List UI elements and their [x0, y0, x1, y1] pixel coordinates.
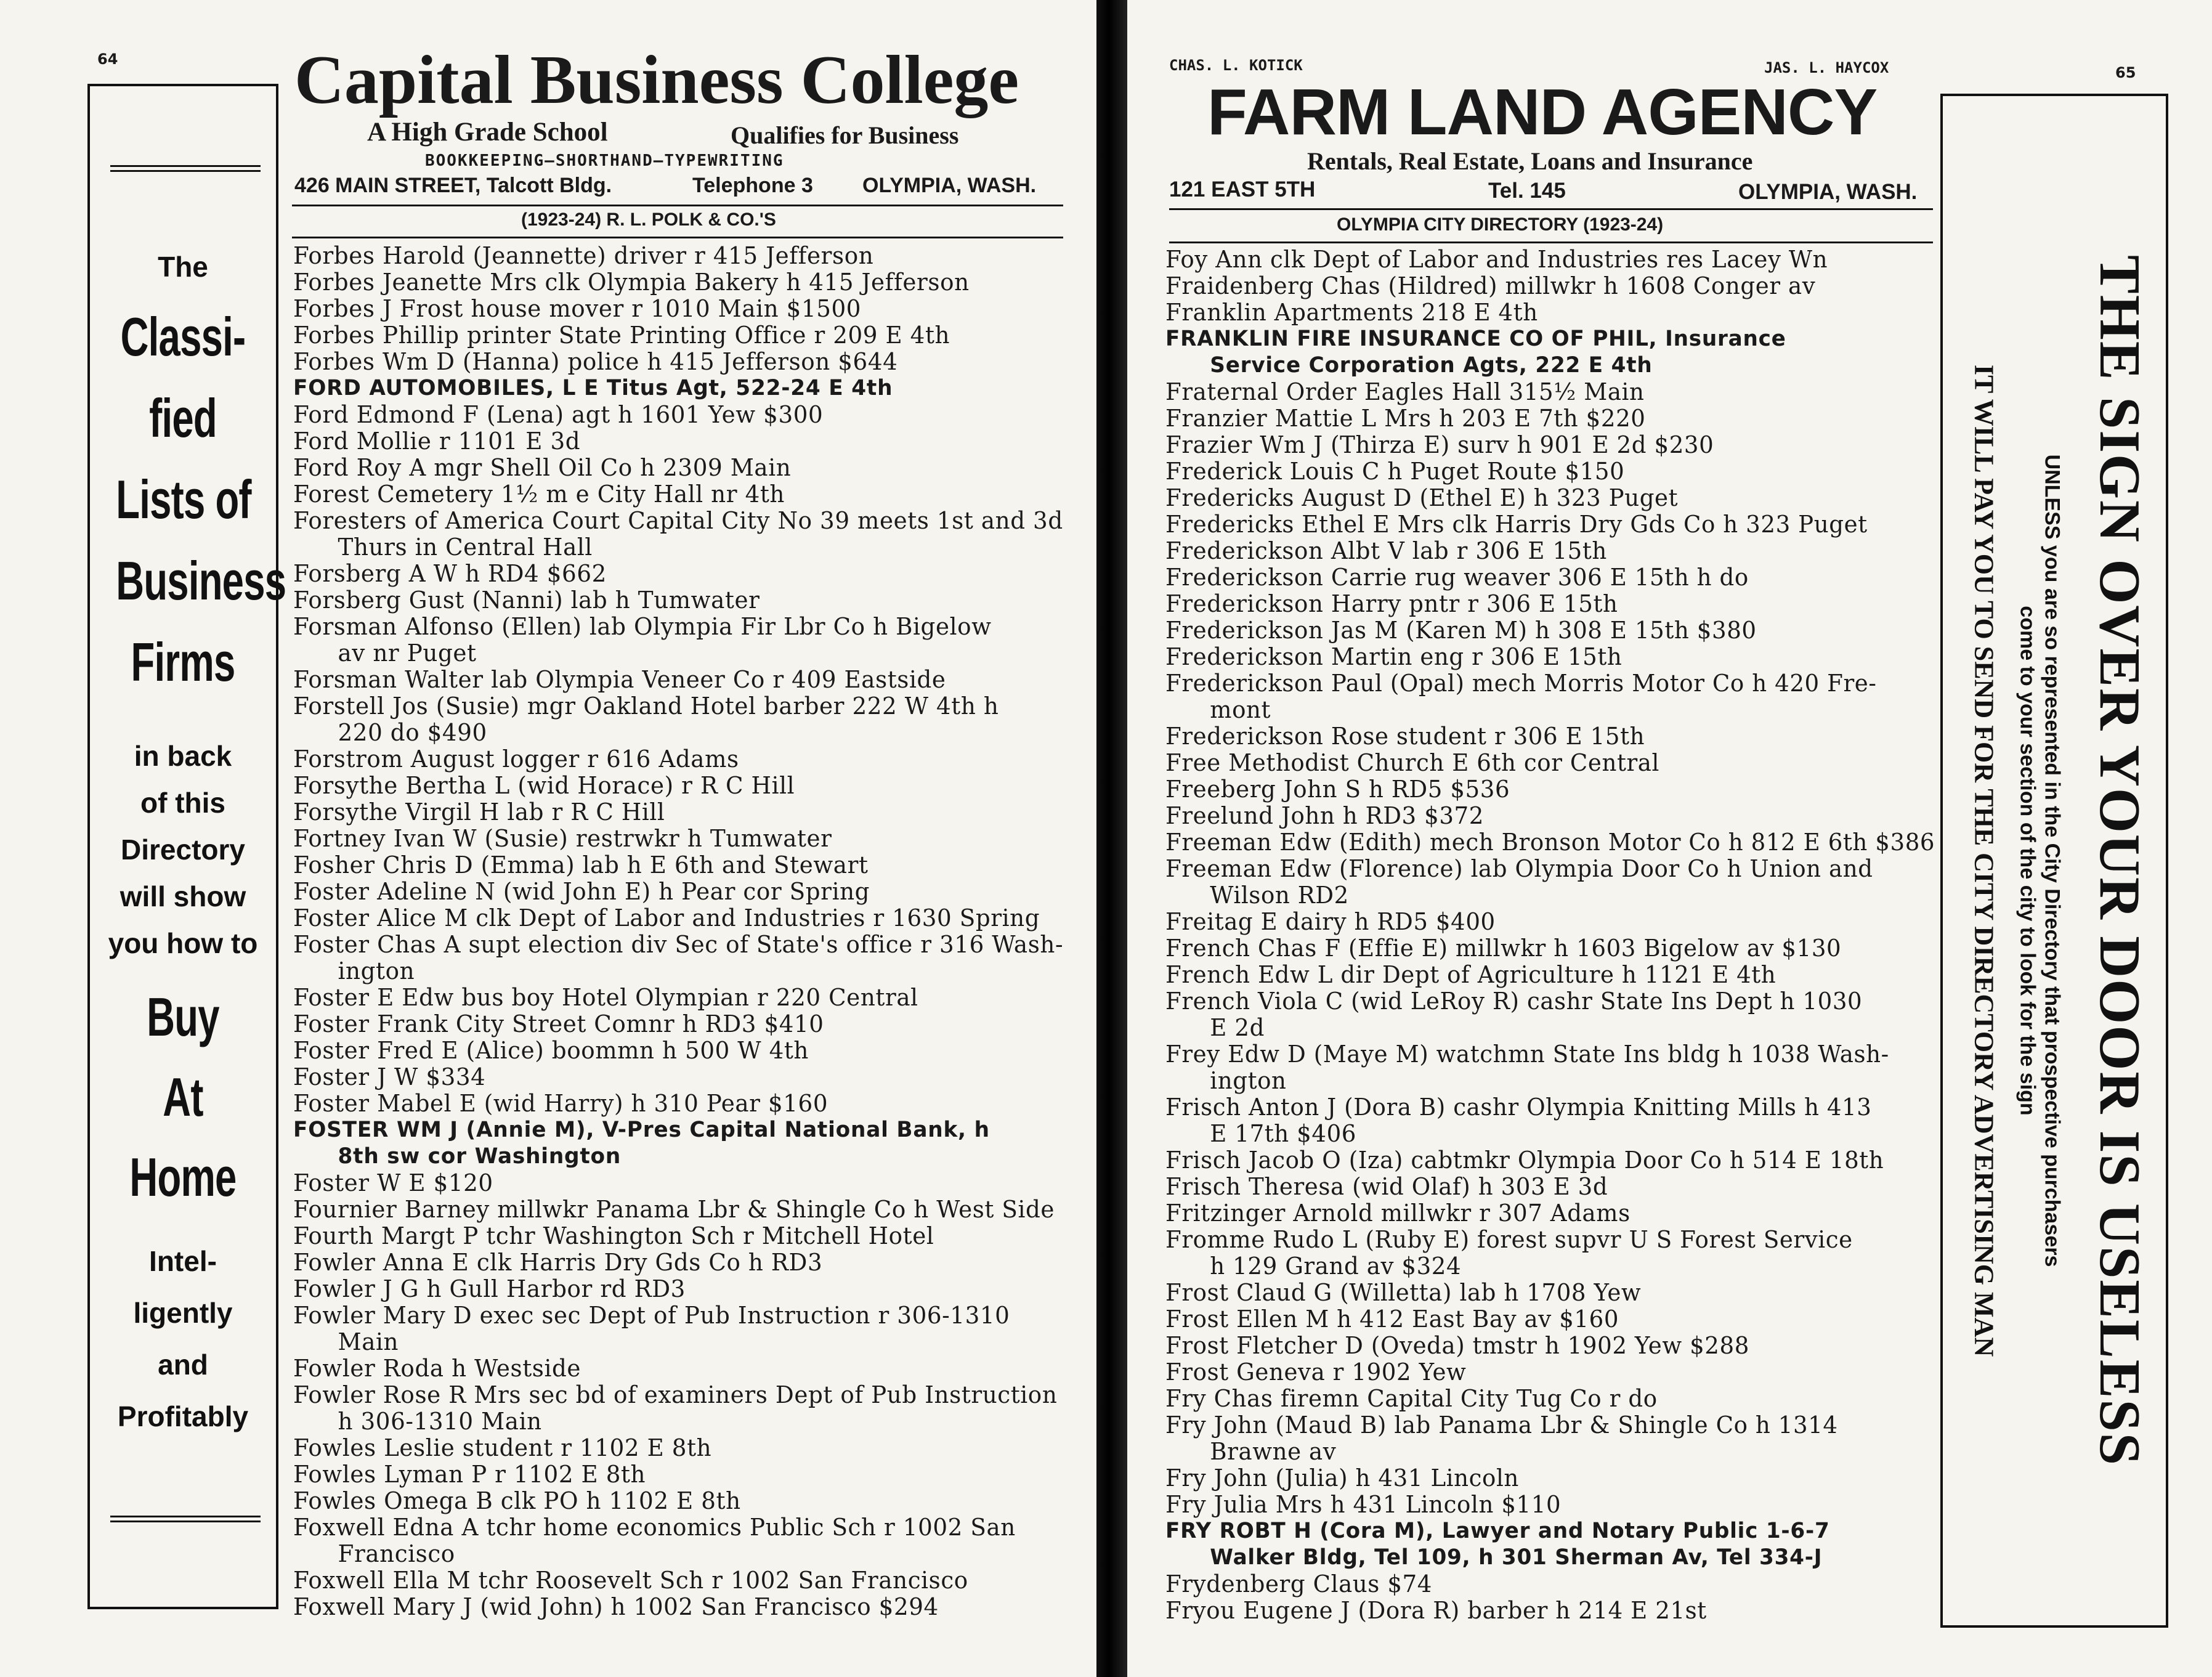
directory-entry-continuation: 8th sw cor Washington [338, 1144, 622, 1169]
directory-entry-continuation: Brawne av [1210, 1438, 1337, 1465]
directory-entry: Forsman Walter lab Olympia Veneer Co r 409 Eastside [293, 666, 946, 693]
college-address: 426 MAIN STREET, Talcott Bldg. [294, 174, 612, 197]
directory-entry: Fritzinger Arnold millwkr r 307 Adams [1165, 1200, 1631, 1227]
directory-entry: Fowler Rose R Mrs sec bd of examiners Dept of Pub Instruction [293, 1381, 1058, 1408]
directory-entry: Foster Adeline N (wid John E) h Pear cor Spring [293, 878, 870, 905]
directory-entry: Forsberg Gust (Nanni) lab h Tumwater [293, 587, 760, 614]
ad-line: Intel- [149, 1245, 217, 1277]
directory-entry: Forbes Wm D (Hanna) police h 415 Jefferson $644 [293, 348, 898, 375]
sign-line-come: come to your section of the city to look for the sign [2016, 606, 2040, 1116]
directory-entry: Fowler Mary D exec sec Dept of Pub Instruction r 306-1310 [293, 1302, 1010, 1329]
directory-entry: French Viola C (wid LeRoy R) cashr State Ins Dept h 1030 [1165, 988, 1863, 1015]
ad-line: Lists of [116, 469, 251, 530]
ad-line: Classi- [120, 306, 246, 367]
directory-entry-continuation: h 306-1310 Main [338, 1408, 542, 1435]
directory-entry-continuation: Thurs in Central Hall [338, 534, 593, 561]
college-tagline: A High Grade School [367, 118, 608, 147]
directory-entry: Fowles Omega B clk PO h 1102 E 8th [293, 1487, 741, 1514]
directory-entry: Fry Julia Mrs h 431 Lincoln $110 [1165, 1491, 1562, 1518]
header-rule [292, 205, 1063, 206]
agency-city: OLYMPIA, WASH. [1738, 180, 1918, 204]
sign-ad-box [1940, 94, 2168, 1628]
directory-entry: Fowler Roda h Westside [293, 1355, 581, 1382]
directory-entry: Fryou Eugene J (Dora R) barber h 214 E 21st [1165, 1597, 1707, 1624]
agent-name-left: CHAS. L. KOTICK [1169, 57, 1303, 74]
directory-entry: Forstell Jos (Susie) mgr Oakland Hotel barber 222 W 4th h [293, 692, 999, 720]
directory-entry: Freitag E dairy h RD5 $400 [1165, 908, 1496, 935]
directory-entry: Foster Chas A supt election div Sec of State's office r 316 Wash- [293, 931, 1064, 958]
directory-entry: Fraidenberg Chas (Hildred) millwkr h 1608 Conger av [1165, 272, 1816, 299]
sign-line-unless: UNLESS you are so represented in the City Directory that prospective purchasers [2040, 454, 2064, 1267]
directory-entry: French Chas F (Effie E) millwkr h 1603 Bigelow av $130 [1165, 935, 1842, 962]
directory-entry: Forstrom August logger r 616 Adams [293, 745, 739, 773]
page-number: 65 [2115, 64, 2136, 81]
directory-entry: Frisch Anton J (Dora B) cashr Olympia Knitting Mills h 413 [1165, 1094, 1872, 1121]
directory-entry: Frazier Wm J (Thirza E) surv h 901 E 2d $230 [1165, 431, 1714, 458]
agent-name-right: JAS. L. HAYCOX [1764, 59, 1889, 76]
ad-line: Buy [147, 986, 219, 1047]
left-page [0, 0, 1096, 1677]
directory-entry: Franzier Mattie L Mrs h 203 E 7th $220 [1165, 405, 1646, 432]
running-head: (1923-24) R. L. POLK & CO.'S [521, 209, 776, 230]
classified-ad-box [87, 84, 286, 1609]
directory-entry: Fry John (Maud B) lab Panama Lbr & Shingle Co h 1314 [1165, 1411, 1838, 1439]
directory-entry: Foster Alice M clk Dept of Labor and Industries r 1630 Spring [293, 904, 1040, 932]
ad-line: The [158, 251, 208, 283]
ad-line: fied [149, 388, 217, 449]
directory-entry: Forest Cemetery 1½ m e City Hall nr 4th [293, 481, 785, 508]
directory-entry: Frost Geneva r 1902 Yew [1165, 1358, 1467, 1386]
directory-entry: Frey Edw D (Maye M) watchmn State Ins bldg h 1038 Wash- [1165, 1041, 1889, 1068]
directory-entry-continuation: E 2d [1210, 1014, 1265, 1041]
directory-entry: Ford Edmond F (Lena) agt h 1601 Yew $300 [293, 401, 824, 428]
directory-entry: Freeman Edw (Florence) lab Olympia Door Co h Union and [1165, 855, 1873, 882]
ad-double-rule [110, 165, 261, 172]
agency-telephone: Tel. 145 [1488, 179, 1566, 203]
ad-line: Business [116, 550, 286, 611]
directory-entry: Foxwell Edna A tchr home economics Public Sch r 1002 San [293, 1514, 1016, 1541]
directory-entry: FRANKLIN FIRE INSURANCE CO OF PHIL, Insurance [1165, 327, 1786, 351]
directory-entries-right [1165, 246, 1953, 1624]
directory-entry: Forsman Alfonso (Ellen) lab Olympia Fir Lbr Co h Bigelow [293, 613, 992, 640]
directory-entry-continuation: h 129 Grand av $324 [1210, 1253, 1462, 1280]
directory-entry-continuation: Francisco [338, 1540, 455, 1567]
directory-entry: Franklin Apartments 218 E 4th [1165, 299, 1538, 326]
directory-entry: Fredericks Ethel E Mrs clk Harris Dry Gds Co h 323 Puget [1165, 511, 1868, 538]
ad-line: will show [120, 880, 246, 912]
ad-line: you how to [108, 927, 258, 959]
directory-entry: Freeberg John S h RD5 $536 [1165, 776, 1510, 803]
agency-subtitle: Rentals, Real Estate, Loans and Insurance [1307, 147, 1753, 175]
directory-entry-continuation: Wilson RD2 [1210, 882, 1349, 909]
directory-entry: FOSTER WM J (Annie M), V-Pres Capital National Bank, h [293, 1118, 990, 1142]
header-rule [292, 237, 1063, 238]
directory-entry: Fowles Leslie student r 1102 E 8th [293, 1434, 712, 1461]
directory-entry: Frederick Louis C h Puget Route $150 [1165, 458, 1625, 485]
ad-line: Home [129, 1147, 237, 1208]
directory-entry: Freelund John h RD3 $372 [1165, 802, 1484, 829]
ad-line: ligently [133, 1297, 233, 1329]
college-telephone: Telephone 3 [692, 174, 813, 197]
directory-entry: Frisch Jacob O (Iza) cabtmkr Olympia Door Co h 514 E 18th [1165, 1147, 1884, 1174]
college-qualifies: Qualifies for Business [731, 121, 959, 149]
directory-entry-continuation: Walker Bldg, Tel 109, h 301 Sherman Av, Tel 334-J [1210, 1545, 1823, 1570]
directory-entry: Foster W E $120 [293, 1169, 493, 1196]
directory-entry: Foster J W $334 [293, 1063, 486, 1090]
sign-line-pay: IT WILL PAY YOU TO SEND FOR THE CITY DIRECTORY ADVERTISING MAN [1969, 364, 1999, 1357]
header-rule [1169, 242, 1933, 243]
ad-line: Firms [131, 631, 235, 692]
book-gutter [1096, 0, 1127, 1677]
right-page [1127, 0, 2212, 1677]
directory-entry: Fry Chas firemn Capital City Tug Co r do [1165, 1385, 1658, 1412]
directory-entry: Fraternal Order Eagles Hall 315½ Main [1165, 378, 1645, 405]
directory-entry: Foster E Edw bus boy Hotel Olympian r 220 Central [293, 984, 918, 1011]
sign-headline: THE SIGN OVER YOUR DOOR IS USELESS [2088, 255, 2152, 1466]
ad-line: in back [134, 740, 232, 772]
directory-entry: Forbes Jeanette Mrs clk Olympia Bakery h 415 Jefferson [293, 269, 970, 296]
directory-entry: Fowles Lyman P r 1102 E 8th [293, 1461, 646, 1488]
directory-entries-left [293, 243, 1079, 1620]
ad-line: Profitably [117, 1400, 249, 1432]
directory-entry: FRY ROBT H (Cora M), Lawyer and Notary Public 1-6-7 [1165, 1519, 1830, 1543]
directory-entry: Foxwell Ella M tchr Roosevelt Sch r 1002 San Francisco [293, 1567, 968, 1594]
directory-entry: Frederickson Paul (Opal) mech Morris Motor Co h 420 Fre- [1165, 670, 1877, 697]
directory-entry: Frederickson Jas M (Karen M) h 308 E 15th $380 [1165, 617, 1757, 644]
directory-entry: Frydenberg Claus $74 [1165, 1570, 1432, 1598]
directory-entry: Frederickson Martin eng r 306 E 15th [1165, 643, 1623, 670]
directory-entry-continuation: Service Corporation Agts, 222 E 4th [1210, 353, 1653, 378]
directory-entry: Frost Fletcher D (Oveda) tmstr h 1902 Yew $288 [1165, 1332, 1749, 1359]
directory-entry: Fowler J G h Gull Harbor rd RD3 [293, 1275, 686, 1302]
directory-entry: Frost Claud G (Willetta) lab h 1708 Yew [1165, 1279, 1642, 1306]
directory-entry: Forbes Phillip printer State Printing Office r 209 E 4th [293, 322, 950, 349]
directory-entry: Fournier Barney millwkr Panama Lbr & Shingle Co h West Side [293, 1196, 1055, 1223]
ad-line: of this [140, 787, 225, 819]
directory-entry: Frisch Theresa (wid Olaf) h 303 E 3d [1165, 1173, 1608, 1200]
directory-entry: Fowler Anna E clk Harris Dry Gds Co h RD3 [293, 1249, 823, 1276]
directory-entry: Fortney Ivan W (Susie) restrwkr h Tumwater [293, 825, 832, 852]
directory-entry: Fourth Margt P tchr Washington Sch r Mitchell Hotel [293, 1222, 934, 1249]
ad-line: At [163, 1066, 203, 1127]
ad-double-rule [110, 1516, 261, 1522]
directory-entry-continuation: mont [1210, 696, 1271, 723]
directory-entry: Fromme Rudo L (Ruby E) forest supvr U S Forest Service [1165, 1226, 1853, 1253]
directory-entry-continuation: av nr Puget [338, 640, 477, 667]
agency-address: 121 EAST 5TH [1169, 177, 1316, 201]
directory-entry: French Edw L dir Dept of Agriculture h 1121 E 4th [1165, 961, 1776, 988]
directory-entry-continuation: E 17th $406 [1210, 1120, 1357, 1147]
directory-entry: Forsythe Bertha L (wid Horace) r R C Hill [293, 772, 795, 799]
directory-entry: Frederickson Albt V lab r 306 E 15th [1165, 537, 1607, 564]
running-head: OLYMPIA CITY DIRECTORY (1923-24) [1337, 214, 1664, 235]
college-city: OLYMPIA, WASH. [862, 174, 1037, 197]
college-courses: BOOKKEEPING—SHORTHAND—TYPEWRITING [425, 152, 784, 170]
directory-entry: Forbes J Frost house mover r 1010 Main $1500 [293, 295, 862, 322]
directory-entry: Foster Mabel E (wid Harry) h 310 Pear $160 [293, 1090, 828, 1117]
directory-entry: Frost Ellen M h 412 East Bay av $160 [1165, 1305, 1619, 1333]
directory-entry-continuation: Main [338, 1328, 399, 1355]
directory-entry: Forbes Harold (Jeannette) driver r 415 Jefferson [293, 242, 874, 269]
directory-entry: Foy Ann clk Dept of Labor and Industries res Lacey Wn [1165, 246, 1828, 273]
directory-entry: Frederickson Carrie rug weaver 306 E 15th h do [1165, 564, 1749, 591]
ad-line: Directory [121, 834, 245, 866]
directory-entry: Forsberg A W h RD4 $662 [293, 560, 607, 587]
agency-title: FARM LAND AGENCY [1207, 76, 1878, 148]
header-rule [1169, 208, 1933, 210]
college-title: Capital Business College [294, 42, 1019, 118]
directory-entry: Freeman Edw (Edith) mech Bronson Motor Co h 812 E 6th $386 [1165, 829, 1935, 856]
directory-entry: Ford Mollie r 1101 E 3d [293, 428, 581, 455]
directory-entry-continuation: ington [1210, 1067, 1287, 1094]
directory-entry: Fredericks August D (Ethel E) h 323 Puget [1165, 484, 1679, 511]
directory-entry: Fry John (Julia) h 431 Lincoln [1165, 1464, 1519, 1492]
directory-entry: Ford Roy A mgr Shell Oil Co h 2309 Main [293, 454, 792, 481]
directory-entry: Foxwell Mary J (wid John) h 1002 San Francisco $294 [293, 1593, 939, 1620]
directory-entry: Foster Frank City Street Comnr h RD3 $410 [293, 1010, 824, 1037]
ad-line: and [158, 1349, 208, 1381]
directory-entry: Fosher Chris D (Emma) lab h E 6th and Stewart [293, 851, 869, 879]
directory-entry: Foster Fred E (Alice) boommn h 500 W 4th [293, 1037, 809, 1064]
directory-entry-continuation: ington [338, 957, 415, 985]
directory-entry-continuation: 220 do $490 [338, 719, 487, 746]
directory-entry: FORD AUTOMOBILES, L E Titus Agt, 522-24 E 4th [293, 376, 893, 400]
directory-entry: Foresters of America Court Capital City No 39 meets 1st and 3d [293, 507, 1063, 534]
directory-entry: Forsythe Virgil H lab r R C Hill [293, 798, 665, 826]
page-number: 64 [97, 51, 118, 68]
directory-entry: Frederickson Rose student r 306 E 15th [1165, 723, 1645, 750]
directory-entry: Free Methodist Church E 6th cor Central [1165, 749, 1659, 776]
directory-entry: Frederickson Harry pntr r 306 E 15th [1165, 590, 1618, 617]
